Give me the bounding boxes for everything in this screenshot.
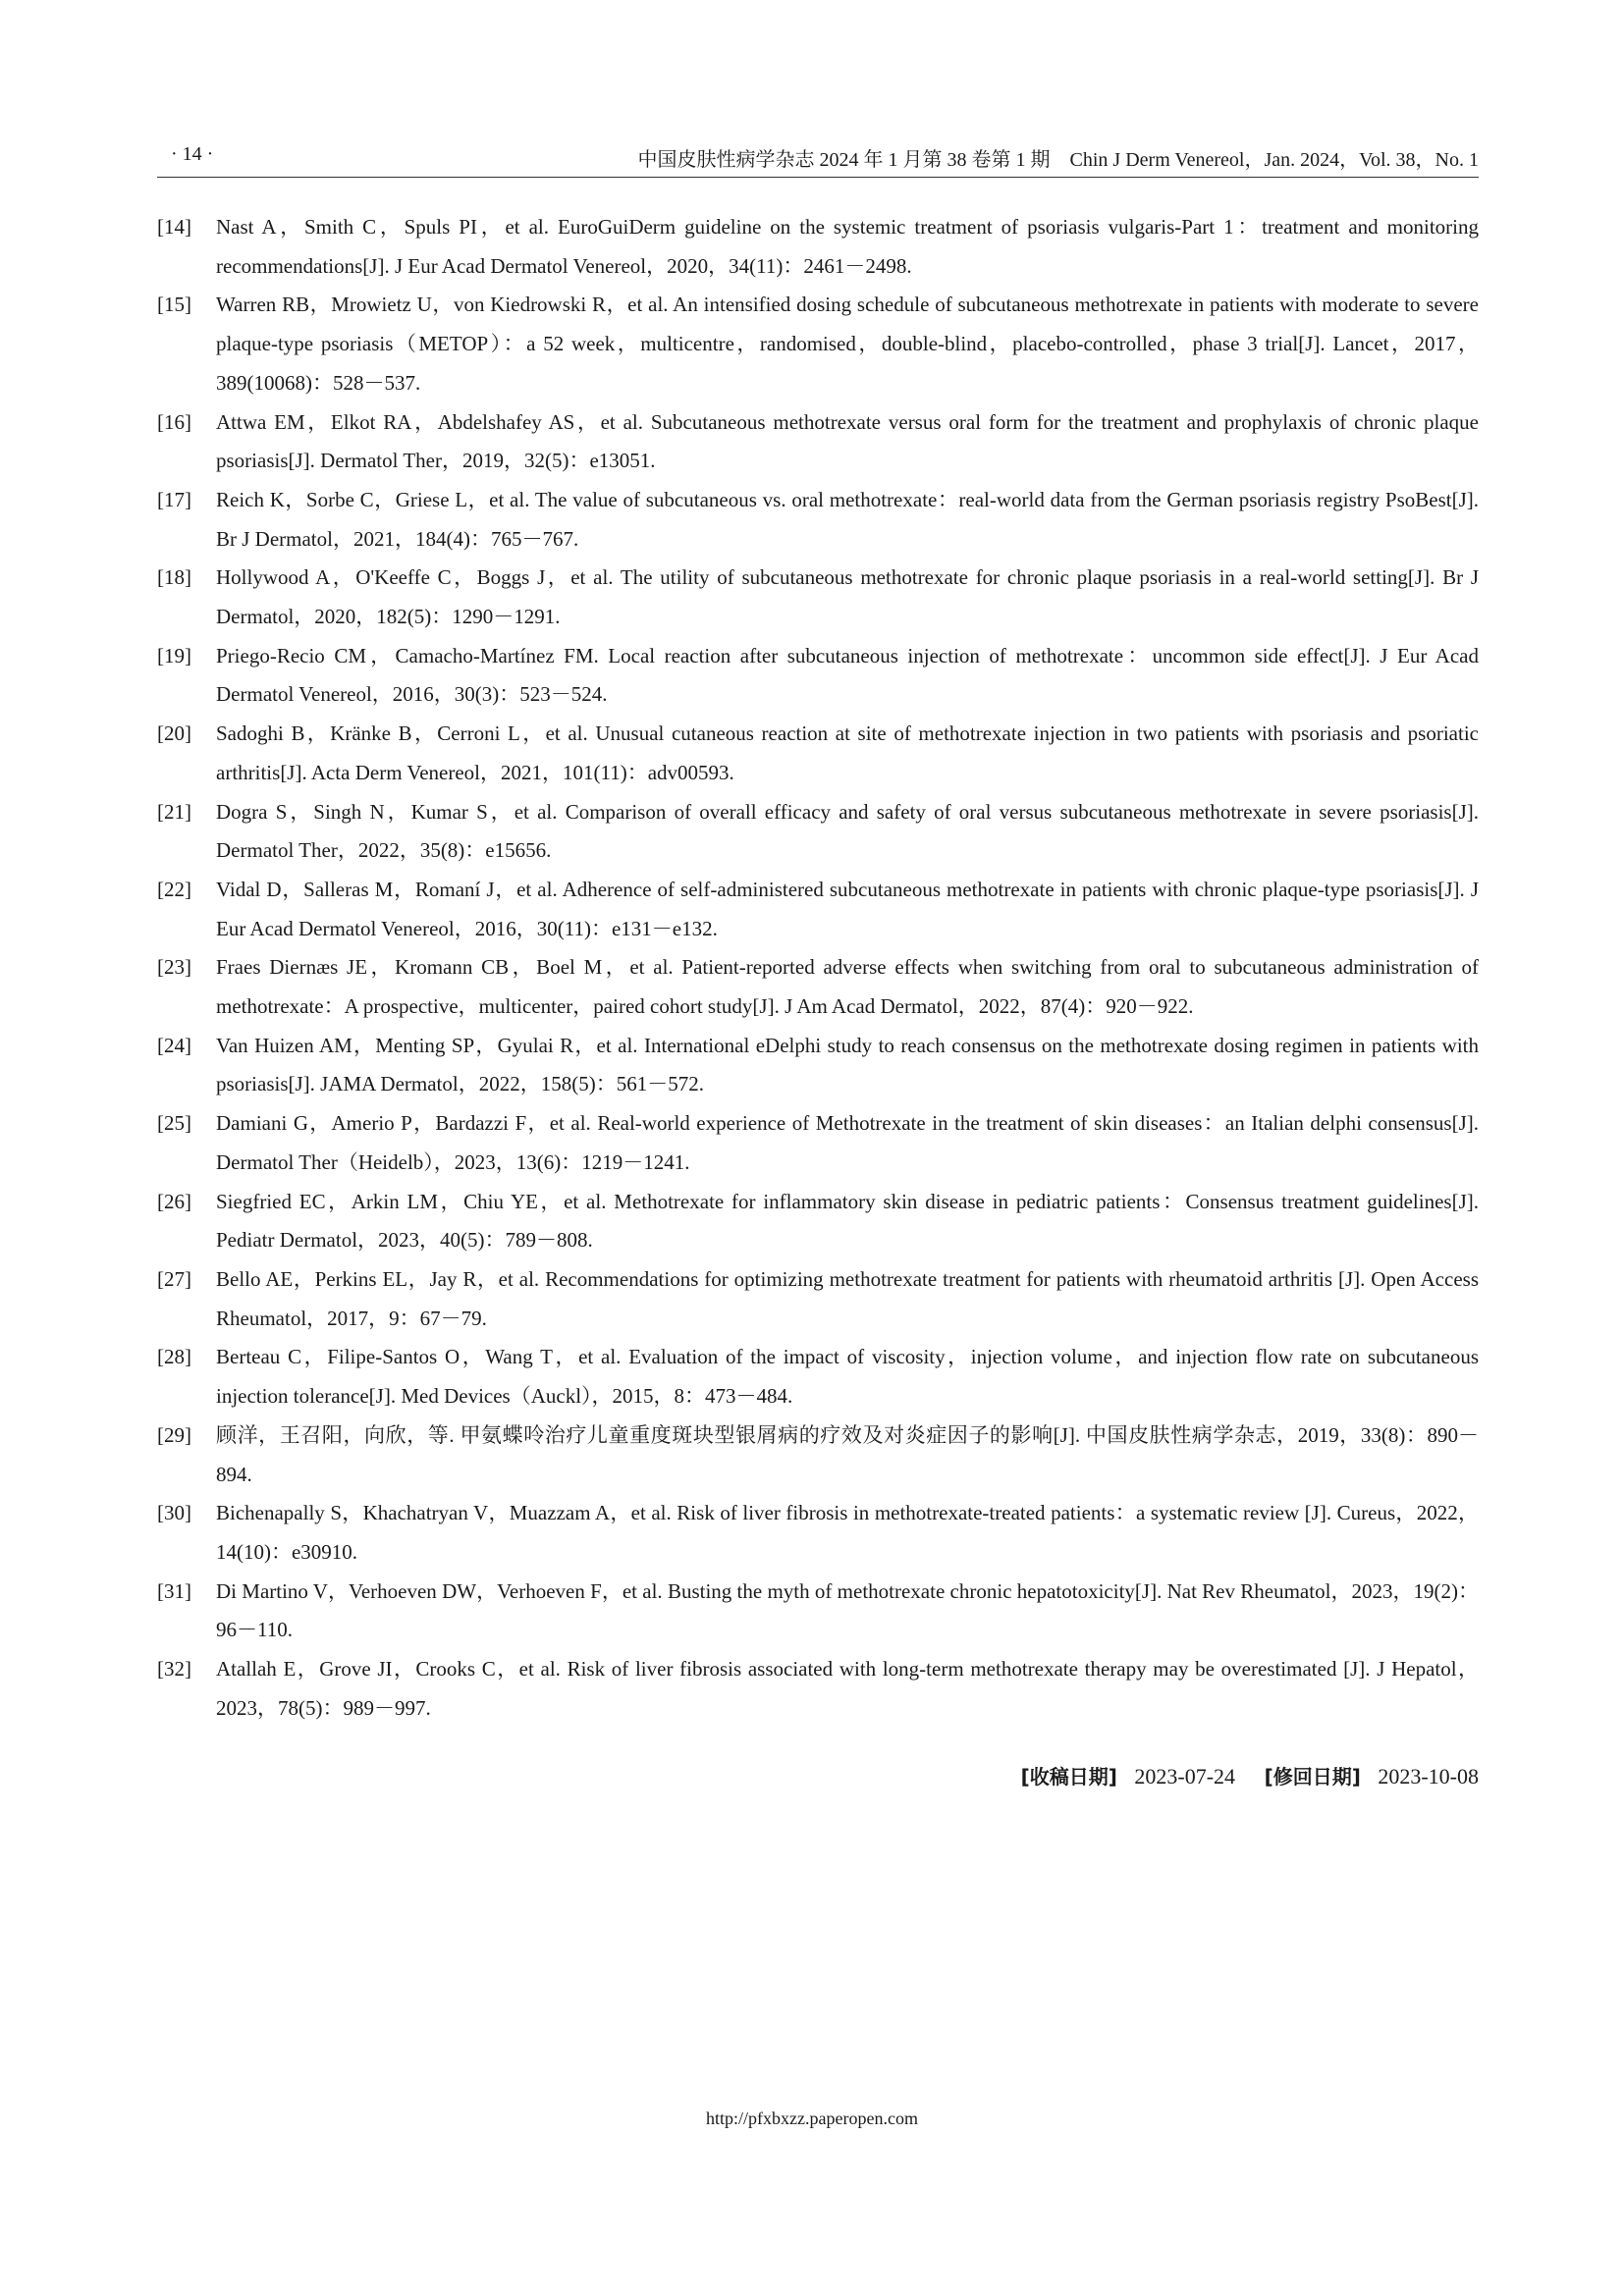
reference-text: Bichenapally S，Khachatryan V，Muazzam A，et al. Risk of liver fibrosis in methotrexate-treated patients：a systematic review [J]. Cureus，2022，14(10)：e30910. <box>216 1501 1479 1564</box>
reference-number: [31] <box>157 1578 191 1603</box>
reference-text: Fraes Diernæs JE，Kromann CB，Boel M，et al. Patient-reported adverse effects when switching from oral to subcutaneous administration of methotrexate：A prospective，multicenter，paired cohort study[J]. J Am Acad Dermatol，2022，87(4)：920－922. <box>216 955 1479 1019</box>
reference-text: Reich K，Sorbe C，Griese L，et al. The value of subcutaneous vs. oral methotrexate：real-world data from the German psoriasis registry PsoBest[J]. Br J Dermatol，2021，184(4)：765－767. <box>216 487 1479 551</box>
reference-text: Siegfried EC，Arkin LM，Chiu YE，et al. Methotrexate for inflammatory skin disease in pediatric patients：Consensus treatment guidelines[J]. Pediatr Dermatol，2023，40(5)：789－808. <box>216 1189 1479 1253</box>
page-number: · 14 · <box>171 143 214 165</box>
reference-number: [25] <box>157 1111 191 1136</box>
reference-item <box>157 637 1479 715</box>
reference-item <box>157 715 1479 792</box>
reference-number: [23] <box>157 955 191 980</box>
reference-number: [20] <box>157 721 191 746</box>
reference-number: [14] <box>157 215 191 239</box>
reference-item <box>157 1338 1479 1415</box>
reference-item <box>157 871 1479 948</box>
reference-number: [22] <box>157 877 191 901</box>
reference-number: [30] <box>157 1501 191 1525</box>
reference-text: Hollywood A，O'Keeffe C，Boggs J，et al. The utility of subcutaneous methotrexate for chronic plaque psoriasis in a real-world setting[J]. Br J Dermatol，2020，182(5)：1290－1291. <box>216 565 1479 629</box>
manuscript-dates <box>1021 1761 1479 1789</box>
reference-item <box>157 1416 1479 1494</box>
reference-item <box>157 286 1479 402</box>
reference-text: Attwa EM，Elkot RA，Abdelshafey AS，et al. Subcutaneous methotrexate versus oral form for the treatment and prophylaxis of chronic plaque psoriasis[J]. Dermatol Ther，2019，32(5)：e13051. <box>216 409 1479 473</box>
reference-item <box>157 1573 1479 1650</box>
reference-number: [32] <box>157 1657 191 1682</box>
reference-list <box>157 208 1479 1728</box>
reference-number: [17] <box>157 487 191 511</box>
reference-text: Nast A，Smith C，Spuls PI，et al. EuroGuiDerm guideline on the systemic treatment of psoriasis vulgaris-Part 1：treatment and monitoring recommendations[J]. J Eur Acad Dermatol Venereol，2020，34(11)：2461－2498. <box>216 215 1479 278</box>
reference-number: [24] <box>157 1033 191 1057</box>
revised-date-label: [修回日期] <box>1264 1765 1361 1789</box>
reference-text: Vidal D，Salleras M，Romaní J，et al. Adherence of self-administered subcutaneous methotrexate in patients with chronic plaque-type psoriasis[J]. J Eur Acad Dermatol Venereol，2016，30(11)：e131－e132. <box>216 877 1479 940</box>
reference-text: Atallah E，Grove JI，Crooks C，et al. Risk of liver fibrosis associated with long-term methotrexate therapy may be overestimated [J]. J Hepatol，2023，78(5)：989－997. <box>216 1657 1479 1720</box>
received-date: 2023-07-24 <box>1134 1764 1236 1789</box>
journal-running-title: 中国皮肤性病学杂志 2024 年 1 月第 38 卷第 1 期 Chin J Derm Venereol，Jan. 2024，Vol. 38，No. 1 <box>637 149 1479 171</box>
reference-number: [16] <box>157 409 191 434</box>
reference-item <box>157 1027 1479 1104</box>
reference-number: [15] <box>157 293 191 317</box>
reference-text: Sadoghi B，Kränke B，Cerroni L，et al. Unusual cutaneous reaction at site of methotrexate injection in two patients with psoriasis and psoriatic arthritis[J]. Acta Derm Venereol，2021，101(11)：adv00593. <box>216 721 1479 784</box>
reference-text: Warren RB，Mrowietz U，von Kiedrowski R，et al. An intensified dosing schedule of subcutaneous methotrexate in patients with moderate to severe plaque-type psoriasis（METOP）：a 52 week，multicentre，randomised，double-blind，placebo-controlled，phase 3 trial[J]. Lancet，2017，389(10068)：528－537. <box>216 293 1479 395</box>
reference-number: [21] <box>157 799 191 824</box>
reference-text: Dogra S，Singh N，Kumar S，et al. Comparison of overall efficacy and safety of oral versus subcutaneous methotrexate in severe psoriasis[J]. Dermatol Ther，2022，35(8)：e15656. <box>216 799 1479 863</box>
reference-item <box>157 1183 1479 1260</box>
reference-number: [28] <box>157 1345 191 1369</box>
reference-number: [27] <box>157 1266 191 1291</box>
reference-number: [26] <box>157 1189 191 1213</box>
reference-text: Priego-Recio CM，Camacho-Martínez FM. Local reaction after subcutaneous injection of methotrexate：uncommon side effect[J]. J Eur Acad Dermatol Venereol，2016，30(3)：523－524. <box>216 643 1479 707</box>
reference-item <box>157 1650 1479 1728</box>
reference-text: Bello AE，Perkins EL，Jay R，et al. Recommendations for optimizing methotrexate treatment for patients with rheumatoid arthritis [J]. Open Access Rheumatol，2017，9：67－79. <box>216 1266 1479 1330</box>
reference-number: [29] <box>157 1422 191 1447</box>
reference-number: [18] <box>157 565 191 590</box>
revised-date: 2023-10-08 <box>1378 1764 1479 1789</box>
reference-item <box>157 1494 1479 1572</box>
reference-item <box>157 1260 1479 1338</box>
reference-item <box>157 948 1479 1026</box>
reference-item <box>157 793 1479 871</box>
reference-text: Di Martino V，Verhoeven DW，Verhoeven F，et al. Busting the myth of methotrexate chronic hepatotoxicity[J]. Nat Rev Rheumatol，2023，19(2)：96－110. <box>216 1578 1479 1642</box>
running-header <box>157 137 1479 178</box>
reference-item <box>157 481 1479 559</box>
reference-text: 顾洋，王召阳，向欣，等. 甲氨蝶呤治疗儿童重度斑块型银屑病的疗效及对炎症因子的影响[J]. 中国皮肤性病学杂志，2019，33(8)：890－894. <box>216 1422 1479 1486</box>
reference-item <box>157 403 1479 481</box>
reference-number: [19] <box>157 643 191 667</box>
footer-url[interactable]: http://pfxbxzz.paperopen.com <box>706 2109 918 2128</box>
reference-item <box>157 208 1479 286</box>
reference-text: Van Huizen AM，Menting SP，Gyulai R，et al. International eDelphi study to reach consensus on the methotrexate dosing regimen in patients with psoriasis[J]. JAMA Dermatol，2022，158(5)：561－572. <box>216 1033 1479 1096</box>
received-date-label: [收稿日期] <box>1020 1765 1117 1789</box>
reference-item <box>157 1104 1479 1182</box>
reference-text: Damiani G，Amerio P，Bardazzi F，et al. Real-world experience of Methotrexate in the treatment of skin diseases：an Italian delphi consensus[J]. Dermatol Ther（Heidelb），2023，13(6)：1219－1241. <box>216 1111 1479 1174</box>
reference-item <box>157 559 1479 636</box>
reference-text: Berteau C，Filipe-Santos O，Wang T，et al. Evaluation of the impact of viscosity，injection volume，and injection flow rate on subcutaneous injection tolerance[J]. Med Devices（Auckl），2015，8：473－484. <box>216 1345 1479 1409</box>
